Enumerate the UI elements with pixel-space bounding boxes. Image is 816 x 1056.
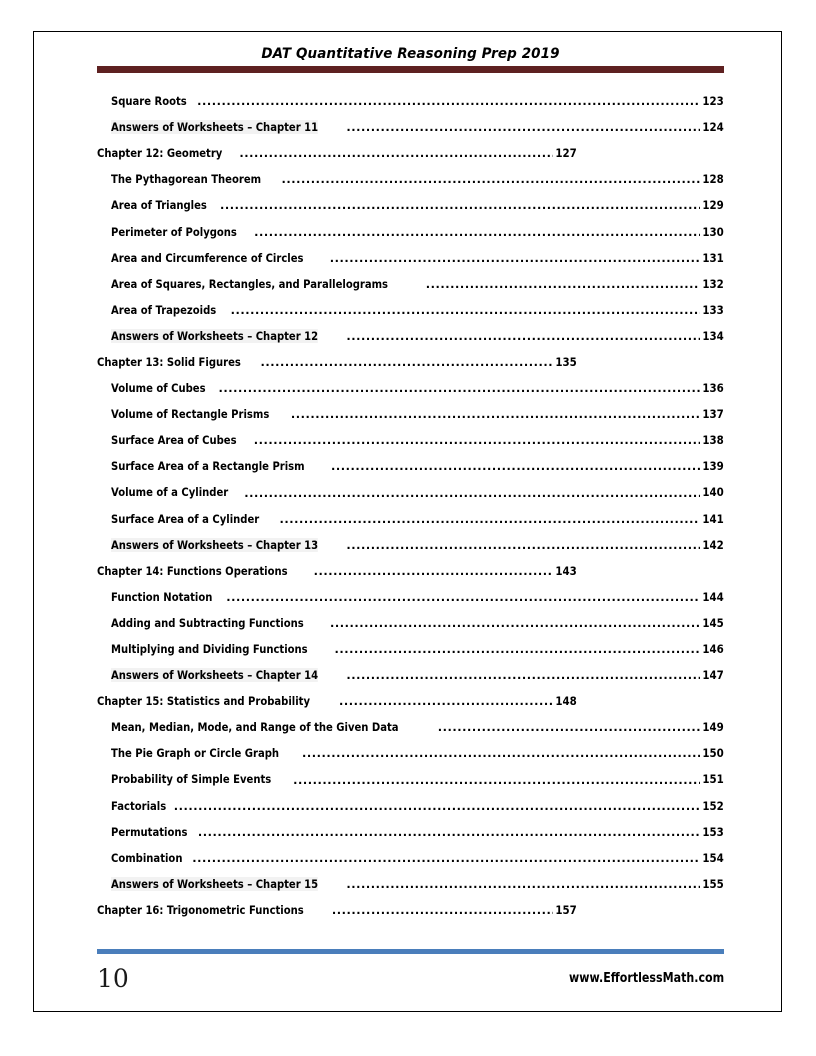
toc-entry-label: Permutations <box>111 824 188 839</box>
dot-leader <box>346 121 700 132</box>
dot-leader <box>282 174 701 185</box>
toc-entry-page-number: 137 <box>702 407 724 422</box>
toc-chapter-row[interactable] <box>97 558 724 584</box>
toc-entry-page-number: 146 <box>702 642 724 657</box>
toc-entry-page-number: 123 <box>702 94 724 109</box>
toc-entry-page-number: 140 <box>702 485 724 500</box>
dot-leader <box>254 435 701 446</box>
toc-entry-page-number: 138 <box>702 433 724 448</box>
toc-entry-row[interactable] <box>97 401 724 427</box>
toc-entry-row[interactable] <box>97 192 724 218</box>
dot-leader <box>438 722 700 733</box>
toc-entry-page-number: 144 <box>702 589 724 604</box>
toc-entry-label: Answers of Worksheets – Chapter 15 <box>111 876 319 891</box>
page-header <box>97 46 724 73</box>
toc-entry-row[interactable] <box>97 297 724 323</box>
toc-entry-page-number: 134 <box>702 328 724 343</box>
toc-entry-page-number: 132 <box>702 276 724 291</box>
toc-entry-row[interactable] <box>97 610 724 636</box>
toc-entry-page-number: 135 <box>555 354 577 369</box>
toc-entry-label: Adding and Subtracting Functions <box>111 615 304 630</box>
toc-entry-label: Chapter 13: Solid Figures <box>97 354 241 369</box>
header-rule <box>97 66 724 73</box>
dot-leader <box>239 148 553 159</box>
toc-entry-page-number: 141 <box>702 511 724 526</box>
toc-entry-label: Answers of Worksheets – Chapter 14 <box>111 668 319 683</box>
toc-entry-page-number: 136 <box>702 381 724 396</box>
dot-leader <box>330 617 700 628</box>
toc-entry-page-number: 124 <box>702 120 724 135</box>
page-number: 10 <box>97 963 129 993</box>
toc-entry-row[interactable] <box>97 166 724 192</box>
toc-entry-label: Area and Circumference of Circles <box>111 250 304 265</box>
book-title: DAT Quantitative Reasoning Prep 2019 <box>261 46 560 62</box>
toc-entry-row[interactable] <box>97 766 724 792</box>
toc-entry-label: Chapter 16: Trigonometric Functions <box>97 902 304 917</box>
toc-entry-row[interactable] <box>97 218 724 244</box>
toc-entry-page-number: 129 <box>702 198 724 213</box>
dot-leader <box>291 408 700 419</box>
toc-entry-label: The Pythagorean Theorem <box>111 172 262 187</box>
toc-entry-label: Chapter 12: Geometry <box>97 146 223 161</box>
document-page <box>33 31 782 1012</box>
toc-entry-label: Volume of Rectangle Prisms <box>111 407 270 422</box>
dot-leader <box>244 487 700 498</box>
table-of-contents <box>97 88 724 923</box>
toc-entry-row[interactable] <box>97 871 724 897</box>
toc-entry-row[interactable] <box>97 114 724 140</box>
toc-entry-row[interactable] <box>97 662 724 688</box>
toc-chapter-row[interactable] <box>97 897 724 923</box>
toc-chapter-row[interactable] <box>97 349 724 375</box>
toc-entry-page-number: 143 <box>555 563 577 578</box>
toc-entry-page-number: 149 <box>702 720 724 735</box>
toc-entry-label: Mean, Median, Mode, and Range of the Given Data <box>111 720 399 735</box>
toc-entry-row[interactable] <box>97 845 724 871</box>
toc-entry-label: Multiplying and Dividing Functions <box>111 642 308 657</box>
toc-entry-page-number: 155 <box>702 876 724 891</box>
dot-leader <box>226 591 700 602</box>
website-link[interactable]: www.EffortlessMath.com <box>568 970 724 986</box>
toc-entry-label: Area of Trapezoids <box>111 302 217 317</box>
toc-entry-page-number: 148 <box>555 694 577 709</box>
toc-entry-page-number: 128 <box>702 172 724 187</box>
dot-leader <box>220 200 700 211</box>
toc-entry-label: Chapter 15: Statistics and Probability <box>97 694 310 709</box>
dot-leader <box>339 696 553 707</box>
toc-entry-page-number: 151 <box>702 772 724 787</box>
toc-entry-page-number: 142 <box>702 537 724 552</box>
dot-leader <box>346 669 700 680</box>
dot-leader <box>198 826 700 837</box>
toc-entry-row[interactable] <box>97 714 724 740</box>
toc-entry-label: Combination <box>111 850 183 865</box>
toc-entry-label: Perimeter of Polygons <box>111 224 237 239</box>
toc-entry-page-number: 147 <box>702 668 724 683</box>
dot-leader <box>334 643 700 654</box>
dot-leader <box>231 304 701 315</box>
toc-chapter-row[interactable] <box>97 688 724 714</box>
toc-entry-page-number: 152 <box>702 798 724 813</box>
dot-leader <box>218 382 700 393</box>
dot-leader <box>426 278 700 289</box>
toc-entry-page-number: 130 <box>702 224 724 239</box>
toc-entry-label: Volume of Cubes <box>111 381 206 396</box>
dot-leader <box>346 878 700 889</box>
toc-entry-label: Answers of Worksheets – Chapter 13 <box>111 537 319 552</box>
toc-entry-row[interactable] <box>97 506 724 532</box>
dot-leader <box>314 565 554 576</box>
dot-leader <box>197 95 700 106</box>
dot-leader <box>332 904 553 915</box>
toc-entry-page-number: 154 <box>702 850 724 865</box>
toc-entry-label: Chapter 14: Functions Operations <box>97 563 288 578</box>
dot-leader <box>330 252 701 263</box>
toc-entry-row[interactable] <box>97 375 724 401</box>
toc-entry-label: Surface Area of Cubes <box>111 433 237 448</box>
toc-entry-row[interactable] <box>97 793 724 819</box>
dot-leader <box>260 356 553 367</box>
toc-entry-label: Area of Squares, Rectangles, and Parallelograms <box>111 276 389 291</box>
dot-leader <box>346 539 700 550</box>
toc-entry-label: Factorials <box>111 798 167 813</box>
toc-entry-label: Answers of Worksheets – Chapter 12 <box>111 328 319 343</box>
toc-entry-row[interactable] <box>97 245 724 271</box>
toc-entry-page-number: 127 <box>555 146 577 161</box>
dot-leader <box>302 748 700 759</box>
toc-entry-row[interactable] <box>97 427 724 453</box>
toc-entry-label: Probability of Simple Events <box>111 772 272 787</box>
toc-entry-row[interactable] <box>97 532 724 558</box>
toc-entry-label: Function Notation <box>111 589 213 604</box>
toc-chapter-row[interactable] <box>97 140 724 166</box>
toc-entry-label: Area of Triangles <box>111 198 207 213</box>
toc-entry-page-number: 145 <box>702 615 724 630</box>
toc-entry-page-number: 157 <box>555 902 577 917</box>
toc-entry-row[interactable] <box>97 88 724 114</box>
toc-entry-row[interactable] <box>97 479 724 505</box>
page-footer <box>97 958 724 998</box>
toc-entry-label: Answers of Worksheets – Chapter 11 <box>111 120 319 135</box>
dot-leader <box>293 774 700 785</box>
toc-entry-label: Square Roots <box>111 94 187 109</box>
dot-leader <box>279 513 700 524</box>
toc-entry-page-number: 131 <box>702 250 724 265</box>
toc-entry-label: Volume of a Cylinder <box>111 485 229 500</box>
dot-leader <box>174 800 701 811</box>
toc-entry-row[interactable] <box>97 453 724 479</box>
toc-entry-page-number: 139 <box>702 459 724 474</box>
toc-entry-row[interactable] <box>97 740 724 766</box>
dot-leader <box>192 852 700 863</box>
toc-entry-row[interactable] <box>97 819 724 845</box>
toc-entry-label: Surface Area of a Rectangle Prism <box>111 459 305 474</box>
toc-entry-row[interactable] <box>97 323 724 349</box>
toc-entry-page-number: 150 <box>702 746 724 761</box>
dot-leader <box>346 330 700 341</box>
toc-entry-label: The Pie Graph or Circle Graph <box>111 746 280 761</box>
dot-leader <box>254 226 700 237</box>
toc-entry-row[interactable] <box>97 636 724 662</box>
toc-entry-page-number: 153 <box>702 824 724 839</box>
toc-entry-page-number: 133 <box>702 302 724 317</box>
toc-entry-row[interactable] <box>97 584 724 610</box>
toc-entry-row[interactable] <box>97 271 724 297</box>
footer-rule <box>97 949 724 954</box>
dot-leader <box>331 461 700 472</box>
toc-entry-label: Surface Area of a Cylinder <box>111 511 260 526</box>
